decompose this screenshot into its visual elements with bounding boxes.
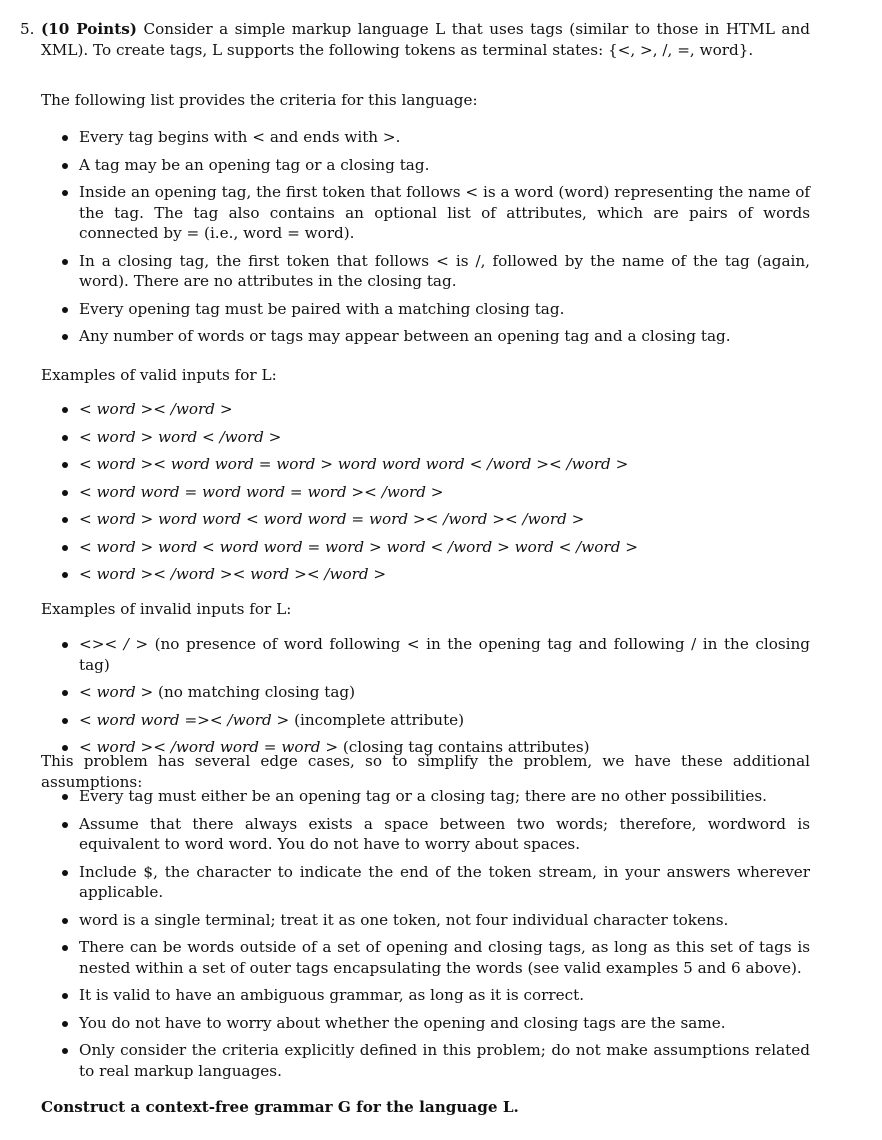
assumption-item: Only consider the criteria explicitly defined in this problem; do not make assumptions related to real markup languages. — [41, 1040, 810, 1081]
problem-number: 5. — [20, 20, 35, 38]
invalid-example — [41, 710, 810, 731]
invalid-input: <>< / > — [79, 635, 149, 653]
criteria-item: Every opening tag must be paired with a matching closing tag. — [41, 299, 810, 320]
valid-example: < word >< word word = word > word word word < /word >< /word > — [41, 454, 810, 475]
criteria-item: Inside an opening tag, the first token that follows < is a word (word) representing the name of the tag. The tag also contains an optional list of attributes, which are pairs of words connected by = (i.e., word = word). — [41, 182, 810, 244]
valid-example: < word > word word < word word = word >< /word >< /word > — [41, 509, 810, 530]
valid-example: < word word = word word = word >< /word > — [41, 482, 810, 503]
invalid-intro: Examples of invalid inputs for L: — [41, 600, 292, 618]
criteria-item: Every tag begins with < and ends with >. — [41, 127, 810, 148]
assumption-item: Include $, the character to indicate the end of the token stream, in your answers wherever applicable. — [41, 862, 810, 903]
valid-example: < word >< /word > — [41, 399, 810, 420]
invalid-input: < word word =>< /word > — [79, 710, 290, 729]
valid-example: < word > word < word word = word > word < /word > word < /word > — [41, 537, 810, 558]
assumption-item: Every tag must either be an opening tag or a closing tag; there are no other possibilities. — [41, 786, 810, 807]
criteria-item: In a closing tag, the first token that follows < is /, followed by the name of the tag (again, word). There are no attributes in the closing tag. — [41, 251, 810, 292]
assumptions-intro: This problem has several edge cases, so to simplify the problem, we have these additional assumptions: — [41, 752, 810, 791]
valid-intro: Examples of valid inputs for L: — [41, 366, 277, 384]
invalid-examples-list — [41, 634, 810, 758]
invalid-reason: (no matching closing tag) — [153, 683, 356, 701]
criteria-intro: The following list provides the criteria for this language: — [41, 91, 478, 109]
invalid-reason: (no presence of word following < in the opening tag and following / in the closing tag) — [79, 635, 810, 674]
criteria-list — [41, 127, 810, 347]
problem-intro-text — [41, 19, 810, 60]
assumption-item: It is valid to have an ambiguous grammar, as long as it is correct. — [41, 985, 810, 1006]
invalid-example — [41, 682, 810, 703]
invalid-reason: (incomplete attribute) — [289, 710, 465, 729]
problem-intro: Consider a simple markup language L that uses tags (similar to those in HTML and XML). To create tags, L supports the following tokens as terminal states: {<, >, /, =, word}. — [41, 20, 810, 59]
assumptions-list — [41, 786, 810, 1081]
assumption-item: Assume that there always exists a space between two words; therefore, wordword is equivalent to word word. You do not have to worry about spaces. — [41, 814, 810, 855]
valid-examples-list — [41, 399, 810, 585]
invalid-input: < word >< /word word = word > — [79, 738, 339, 756]
invalid-reason: (closing tag contains attributes) — [338, 738, 590, 756]
assumption-item: There can be words outside of a set of opening and closing tags, as long as this set of tags is nested within a set of outer tags encapsulating the words (see valid examples 5 and 6 above). — [41, 937, 810, 978]
invalid-example — [41, 634, 810, 675]
valid-example: < word >< /word >< word >< /word > — [41, 564, 810, 585]
invalid-input: < word > — [79, 683, 154, 701]
assumption-item: You do not have to worry about whether the opening and closing tags are the same. — [41, 1013, 810, 1034]
problem-points: (10 Points) — [41, 20, 137, 38]
criteria-item: Any number of words or tags may appear between an opening tag and a closing tag. — [41, 326, 810, 347]
valid-example: < word > word < /word > — [41, 427, 810, 448]
assumption-item: word is a single terminal; treat it as one token, not four individual character tokens. — [41, 910, 810, 931]
problem-statement — [20, 19, 810, 60]
criteria-item: A tag may be an opening tag or a closing tag. — [41, 155, 810, 176]
task-statement: Construct a context-free grammar G for the language L. — [41, 1098, 519, 1116]
